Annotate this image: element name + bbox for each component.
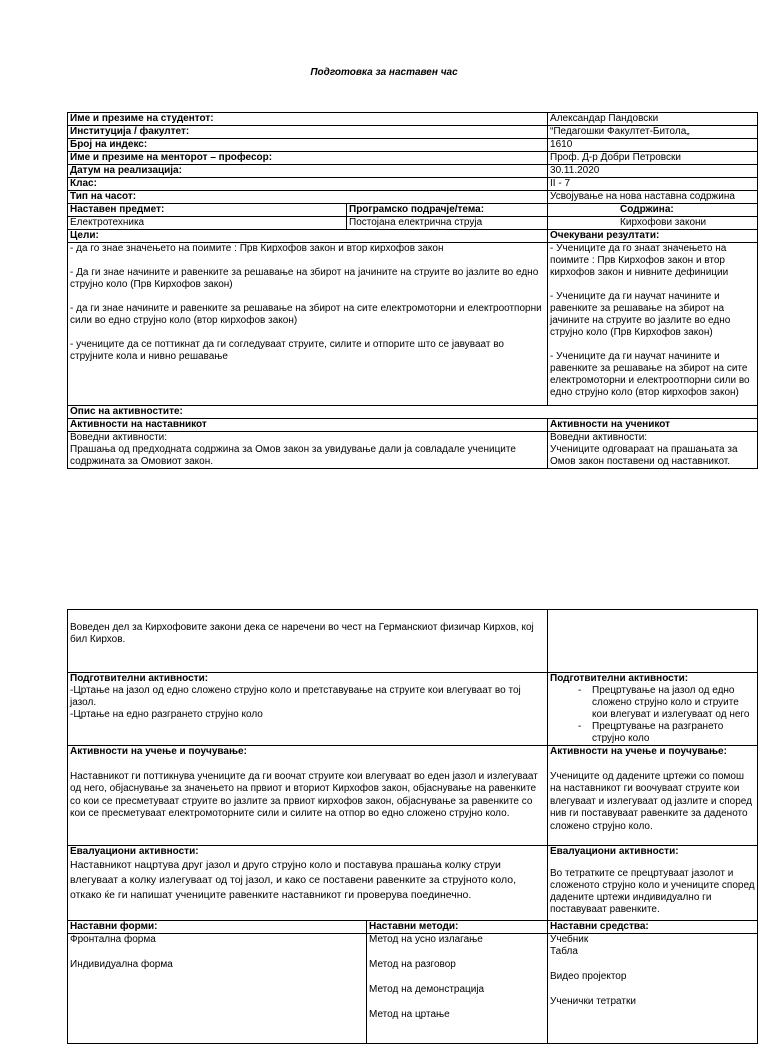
goals-cell [68, 243, 548, 406]
eval-teacher-text: Наставникот нацртува друг јазол и друго струјно коло и поставува прашања колку струи влегуваат а колку излегуваат од тој јазол, и како се поставени равенките за струјното коло, откако ќе ги напишат учениците равенките наставникот ги проверува поединечно. [70, 859, 517, 901]
means-label: Наставни средства: [548, 921, 758, 934]
header-label: Институција / факултет: [68, 126, 548, 139]
learning-row [68, 746, 758, 846]
learning-student-label: Активности на учење и поучување: [550, 746, 727, 757]
method-item: Метод на демонстрација [369, 984, 485, 995]
prep-student-item: - Прецртување на јазол од едно сложено струјно коло и струите кои влегуват и излегуваат од него [592, 685, 755, 721]
prep-row [68, 673, 758, 746]
eval-student-text: Во тетратките се прецртуваат јазолот и сложеното струјно коло и учениците според дадените цртежи индивидуално ги поставуваат равенките. [550, 868, 755, 915]
goals-row [68, 243, 758, 406]
prep-student-label: Подготвителни активности: [550, 673, 689, 684]
means-item: Ученички тетратки [550, 996, 636, 1007]
header-label: Број на индекс: [68, 139, 548, 152]
student-activities-label: Активности на ученикот [548, 419, 758, 432]
eval-teacher-cell [68, 846, 548, 921]
header-value: “Педагошки Факултет-Битола„ [548, 126, 758, 139]
subject-label-row [68, 204, 758, 217]
header-label: Име и презиме на менторот – професор: [68, 152, 548, 165]
eval-row [68, 846, 758, 921]
header-value: Усвојување на нова наставна содржина [548, 191, 758, 204]
activities-label-row [68, 419, 758, 432]
header-row [68, 178, 758, 191]
methods-cell [367, 934, 548, 1044]
result-item: - Учениците да ги научат начините и равенките за решавање на збирот на јачините на струите во јазлите во едно струјно коло (Прв Кирхофов закон) [550, 291, 731, 338]
eval-teacher-label: Евалуациони активности: [70, 846, 199, 857]
method-item: Метод на усно излагање [369, 934, 483, 945]
header-row [68, 152, 758, 165]
intro-continued-cell [68, 610, 548, 673]
intro-student-label: Воведни активности: [550, 432, 648, 443]
means-cell [548, 934, 758, 1044]
intro-teacher-label: Воведни активности: [70, 432, 168, 443]
content-value: Кирхофови закони [548, 217, 758, 230]
eval-student-label: Евалуациони активности: [550, 846, 679, 857]
intro-student-text: Учениците одговараат на прашањата за Омов закон поставени од наставникот. [550, 444, 738, 467]
learning-teacher-label: Активности на учење и поучување: [70, 746, 247, 757]
header-row [68, 139, 758, 152]
prep-teacher-item: -Цртање на едно разгрането струјно коло [70, 709, 263, 720]
header-value: 1610 [548, 139, 758, 152]
learning-student-cell [548, 746, 758, 846]
forms-cell [68, 934, 367, 1044]
intro-continued-text: Воведен дел за Кирхофовите закони дека се наречени во чест на Германскиот физичар Кирхов, кој бил Кирхов. [70, 622, 534, 645]
results-cell [548, 243, 758, 406]
intro-row [68, 432, 758, 469]
area-value: Постојана електрична струја [347, 217, 548, 230]
lesson-plan-table-1 [67, 112, 758, 469]
lesson-plan-table-2 [67, 609, 758, 1044]
area-label: Програмско подрачје/тема: [347, 204, 548, 217]
intro-teacher-text: Прашања од предходната содржина за Омов закон за увидување дали ја совладале учениците содржината за Омовиот закон. [70, 444, 516, 467]
results-label: Очекувани резултати: [548, 230, 758, 243]
result-item: - Учениците да ги научат начините и равенките за решавање на збирот на сите електромоторни и електроотпорни сили во едно струјно коло (втор кирхофов закон) [550, 351, 750, 398]
header-row [68, 191, 758, 204]
means-item: Табла [550, 946, 578, 957]
method-item: Метод на разговор [369, 959, 456, 970]
result-item: - Учениците да го знаат значењето на поимите : Прв Кирхофов закон и втор кирхофов закон и нивните дефиниции [550, 243, 729, 278]
description-label: Опис на активностите: [68, 406, 758, 419]
prep-student-cell [548, 673, 758, 746]
goal-item: - да ги знае начините и равенките за решавање на збирот на сите електромоторни и електроотпорни сили во едно струјно коло (втор кирхофов закон) [70, 303, 542, 326]
prep-teacher-label: Подготвителни активности: [70, 673, 209, 684]
intro-teacher-cell [68, 432, 548, 469]
header-label: Датум на реализација: [68, 165, 548, 178]
header-value: Проф. Д-р Добри Петровски [548, 152, 758, 165]
means-row [68, 934, 758, 1044]
header-label: Тип на часот: [68, 191, 548, 204]
goal-item: - учениците да се поттикнат да ги согледуваат струите, силите и отпорите што се јавуваат во струјните кола и нивно решавање [70, 339, 504, 362]
header-row [68, 165, 758, 178]
goal-item: - Да ги знае начините и равенките за решавање на збирот на јачините на струите во јазлите во едно струјно коло (Прв Кирхофов закон) [70, 267, 539, 290]
learning-teacher-text: Наставникот ги поттикнува учениците да ги воочат струите кои влегуваат во еден јазол и излегуваат од него, објаснување за значењето на првиот и вториот Кирхофов закон, објаснување на равенките со кои се пресметуваат струите во јазлите за првиот кирхофов закон, објаснување за равенките со кои се пресметуваат електромоторните сили и силите на отпор во едно сложено струјно коло. [70, 770, 538, 819]
means-item: Видео пројектор [550, 971, 627, 982]
methods-label: Наставни методи: [367, 921, 548, 934]
prep-student-item: - Прецртување на разгрането струјно коло [592, 721, 755, 745]
learning-teacher-cell [68, 746, 548, 846]
form-item: Индивидуална форма [70, 959, 173, 970]
means-item: Учебник [550, 934, 589, 945]
header-row [68, 113, 758, 126]
header-label: Клас: [68, 178, 548, 191]
subject-value-row [68, 217, 758, 230]
teacher-activities-label: Активности на наставникот [68, 419, 548, 432]
prep-teacher-item: -Цртање на јазол од едно сложено струјно коло и претставување на струите кои влегуваат во тој јазол. [70, 685, 521, 708]
page-title: Подготовка за наставен час [310, 67, 458, 78]
learning-student-text: Учениците од дадените цртежи со помош на наставникот ги воочуваат струите кои влегуваат и излегуваат од јазлите и според нив ги поставуваат равенките за даденото сложено струјно коло. [550, 770, 752, 832]
header-rows [68, 113, 758, 204]
subject-value: Електротехника [68, 217, 347, 230]
means-label-row [68, 921, 758, 934]
method-item: Метод на цртање [369, 1009, 450, 1020]
form-item: Фронтална форма [70, 934, 156, 945]
header-value: II - 7 [548, 178, 758, 191]
intro-continued-student-cell [548, 610, 758, 673]
eval-student-cell [548, 846, 758, 921]
goals-label-row [68, 230, 758, 243]
header-row [68, 126, 758, 139]
content-label: Содржина: [548, 204, 758, 217]
intro-continued-row [68, 610, 758, 673]
header-value: Александар Пандовски [548, 113, 758, 126]
header-label: Име и презиме на студентот: [68, 113, 548, 126]
intro-student-cell [548, 432, 758, 469]
prep-student-list [550, 685, 755, 745]
header-value: 30.11.2020 [548, 165, 758, 178]
forms-label: Наставни форми: [68, 921, 367, 934]
goals-label: Цели: [68, 230, 548, 243]
prep-teacher-cell [68, 673, 548, 746]
subject-label: Наставен предмет: [68, 204, 347, 217]
description-row [68, 406, 758, 419]
goal-item: - да го знае значењето на поимите : Прв Кирхофов закон и втор кирхофов закон [70, 243, 444, 254]
